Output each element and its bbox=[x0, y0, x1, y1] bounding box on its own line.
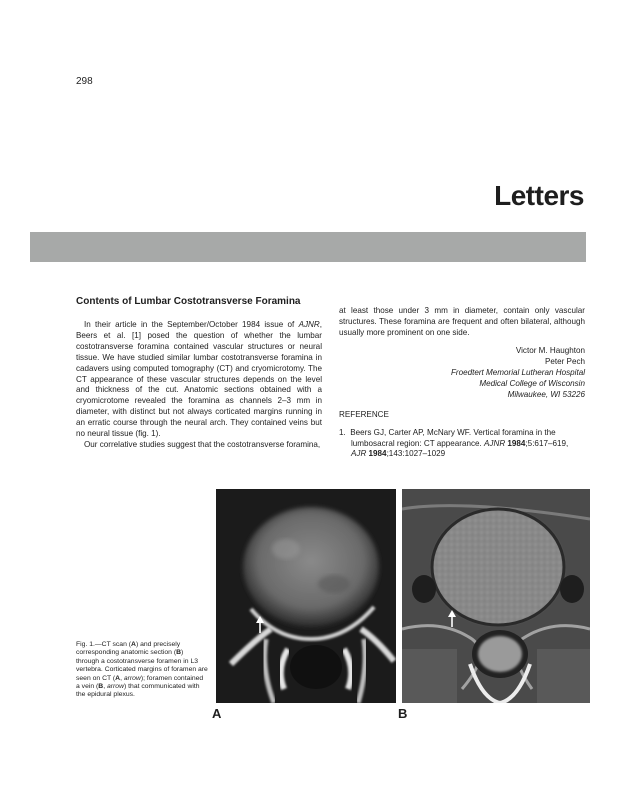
section-header-bar bbox=[30, 232, 586, 262]
letter-paragraph-2: Our correlative studies suggest that the costotransverse foramina, bbox=[84, 439, 321, 449]
letter-paragraph-1: In their article in the September/October 1984 issue of AJNR, Beers et al. [1] posed the question of whether the lumbar costotransverse foramina contained vascular structures or neural tissue. We have studied similar lumbar costotransverse foramina in cadavers using computed tomography (CT) and cryomicrotomy. The CT appearance of these vascular structures depends on the level and thickness of the cut. Anatomic sections obtained with a cryomicrotome revealed the foramina as channels 2–3 mm in diameter, with distinct but not always corticated margins running in an erratic course through the neural arch. They contained veins but no neural tissue (fig. 1). bbox=[76, 320, 322, 439]
author-name: Victor M. Haughton bbox=[515, 345, 585, 355]
affiliation: Milwaukee, WI 53226 bbox=[507, 389, 585, 399]
figure-panel-ct-scan bbox=[216, 489, 396, 703]
page-number: 298 bbox=[76, 76, 93, 87]
ct-scan-image bbox=[216, 489, 396, 703]
panel-label-b: B bbox=[398, 706, 408, 721]
signature-block bbox=[339, 345, 585, 400]
references-heading: REFERENCE bbox=[339, 409, 389, 419]
figure-caption: Fig. 1.—CT scan (A) and precisely corresponding anatomic section (B) through a costotransverse foramen in L3 vertebra. Corticated margins of foramen are seen on CT (A, arrow); foramen contained a vein (B, arrow) that communicated with the epidural plexus. bbox=[76, 641, 208, 699]
letter-title: Contents of Lumbar Costotransverse Foramina bbox=[76, 296, 301, 307]
section-title: Letters bbox=[494, 180, 584, 211]
affiliation: Froedtert Memorial Lutheran Hospital bbox=[450, 367, 585, 377]
figure-panel-anatomic-section bbox=[402, 489, 590, 703]
author-name: Peter Pech bbox=[544, 356, 585, 366]
letter-column-right bbox=[339, 306, 585, 460]
anatomic-section-image bbox=[402, 489, 590, 703]
letter-column-left bbox=[76, 296, 322, 451]
panel-label-a: A bbox=[212, 706, 222, 721]
reference-item: 1. Beers GJ, Carter AP, McNary WF. Vertical foramina in the lumbosacral region: CT appearance. AJNR 1984;5:617–619, AJR 1984;143:1027–1029 bbox=[339, 427, 569, 459]
affiliation: Medical College of Wisconsin bbox=[479, 378, 585, 388]
letter-paragraph-2-continued: at least those under 3 mm in diameter, contain only vascular structures. These foramina are frequent and often bilateral, although usually more prominent on one side. bbox=[339, 306, 585, 337]
